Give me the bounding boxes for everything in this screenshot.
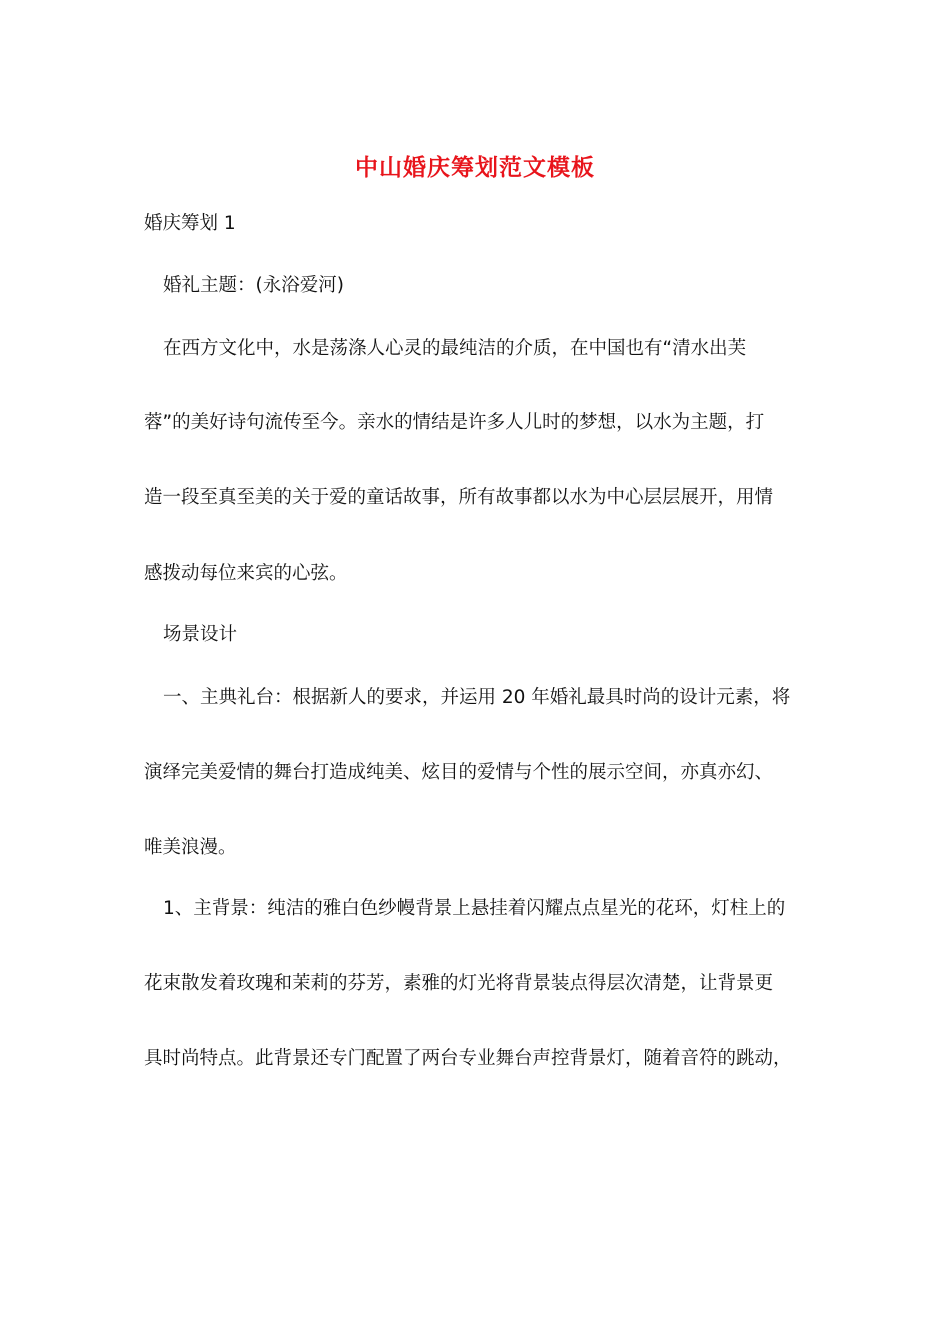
paragraph-line: 蓉”的美好诗句流传至今。亲水的情结是许多人儿时的梦想，以水为主题，打 [144, 412, 765, 433]
paragraph-line: 花束散发着玫瑰和茉莉的芬芳，素雅的灯光将背景装点得层次清楚，让背景更 [144, 973, 774, 994]
section-heading: 婚庆筹划 1 [144, 213, 236, 234]
paragraph-line: 一、主典礼台：根据新人的要求，并运用 20 年婚礼最具时尚的设计元素，将 [163, 687, 791, 708]
paragraph-line: 具时尚特点。此背景还专门配置了两台专业舞台声控背景灯，随着音符的跳动， [144, 1048, 792, 1069]
paragraph-line: 在西方文化中，水是荡涤人心灵的最纯洁的介质，在中国也有“清水出芙 [163, 338, 747, 359]
paragraph-line: 婚礼主题：(永浴爱河) [163, 275, 344, 296]
paragraph-line: 1、主背景：纯洁的雅白色纱幔背景上悬挂着闪耀点点星光的花环，灯柱上的 [163, 898, 786, 919]
paragraph-line: 唯美浪漫。 [144, 837, 237, 858]
document-title: 中山婚庆筹划范文模板 [355, 154, 595, 181]
paragraph-line: 演绎完美爱情的舞台打造成纯美、炫目的爱情与个性的展示空间，亦真亦幻、 [144, 762, 774, 783]
paragraph-line: 造一段至真至美的关于爱的童话故事，所有故事都以水为中心层层展开，用情 [144, 487, 774, 508]
paragraph-line: 感拨动每位来宾的心弦。 [144, 563, 348, 584]
paragraph-line: 场景设计 [163, 624, 238, 645]
